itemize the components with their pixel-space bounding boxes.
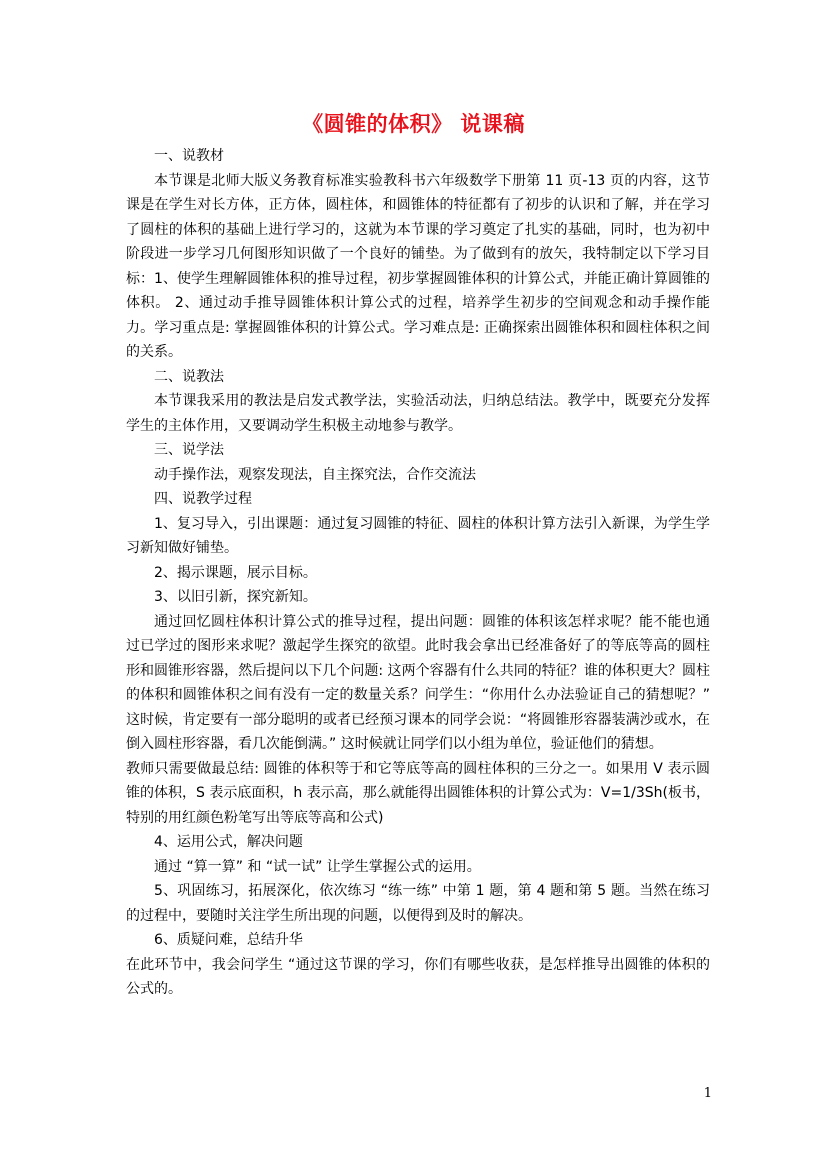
process-step-3: 3、以旧引新，探究新知。: [154, 589, 317, 605]
section-heading-4: 四、说教学过程: [154, 491, 252, 507]
section-paragraph-1: 本节课是北师大版义务教育标准实验教科书六年级数学下册第 11 页-13 页的内容，这节课是在学生对长方体，正方体，圆柱体，和圆锥体的特征都有了初步的认识和了解，并在学习了圆柱的体积的基础上进行学习的，这就为本节课的学习奠定了扎实的基础，同时，也为初中阶段进一步学习几何图形知识做了一个良好的铺垫。为了做到有的放矢，我特制定以下学习目标：1、使学生理解圆锥体积的推导过程，初步掌握圆锥体积的计算公式，并能正确计算圆锥的体积。 2、通过动手推导圆锥体积计算公式的过程，培养学生初步的空间观念和动手操作能力。学习重点是: 掌握圆锥体积的计算公式。学习难点是: 正确探索出圆锥体积和圆柱体积之间的关系。: [126, 172, 710, 360]
section-paragraph-2: 本节课我采用的教法是启发式教学法，实验活动法，归纳总结法。教学中，既要充分发挥学生的主体作用，又要调动学生积极主动地参与教学。: [126, 393, 710, 434]
page-number: 1: [703, 1086, 712, 1101]
process-step-4-paragraph: 通过 “算一算” 和 “试一试” 让学生掌握公式的运用。: [154, 858, 481, 875]
teacher-summary-paragraph: 教师只需要做最总结: 圆锥的体积等于和它等底等高的圆柱体积的三分之一。如果用 V 表示圆锥的体积，S 表示底面积，h 表示高，那么就能得出圆锥体积的计算公式为：V=1/3Sh(板书，特别的用红颜色粉笔写出等底等高和公式): [126, 760, 710, 826]
section-heading-1: 一、说教材: [154, 148, 224, 164]
section-heading-2: 二、说教法: [154, 368, 224, 385]
process-step-6-paragraph: 在此环节中，我会问学生 “通过这节课的学习，你们有哪些收获，是怎样推导出圆锥的体积的公式的。: [126, 956, 710, 997]
process-step-6: 6、质疑问难，总结升华: [154, 932, 303, 948]
document-body: [126, 144, 710, 1002]
process-step-1: 1、复习导入，引出课题：通过复习圆锥的特征、圆柱的体积计算方法引入新课，为学生学习新知做好铺垫。: [126, 515, 710, 556]
process-step-2: 2、揭示课题，展示目标。: [154, 564, 317, 581]
section-heading-3: 三、说学法: [154, 442, 224, 458]
process-step-5: 5、巩固练习，拓展深化，依次练习 “练一练” 中第 1 题，第 4 题和第 5 题。当然在练习的过程中，要随时关注学生所出现的问题，以便得到及时的解决。: [126, 883, 710, 924]
process-step-4: 4、运用公式，解决问题: [154, 834, 303, 850]
document-title: 《圆锥的体积》 说课稿: [302, 111, 525, 136]
process-step-3-paragraph: 通过回忆圆柱体积计算公式的推导过程，提出问题：圆锥的体积该怎样求呢？能不能也通过已学过的图形来求呢？激起学生探究的欲望。此时我会拿出已经准备好了的等底等高的圆柱形和圆锥形容器，然后提问以下几个问题: 这两个容器有什么共同的特征？谁的体积更大？圆柱的体积和圆锥体积之间有没有一定的数量关系？问学生：“你用什么办法验证自己的猜想呢？” 这时候，肯定要有一部分聪明的或者已经预习课本的同学会说：“将圆锥形容器装满沙或水，在倒入圆柱形容器，看几次能倒满。” 这时候就让同学们以小组为单位，验证他们的猜想。: [126, 613, 710, 752]
section-paragraph-3: 动手操作法，观察发现法，自主探究法，合作交流法: [154, 466, 476, 483]
